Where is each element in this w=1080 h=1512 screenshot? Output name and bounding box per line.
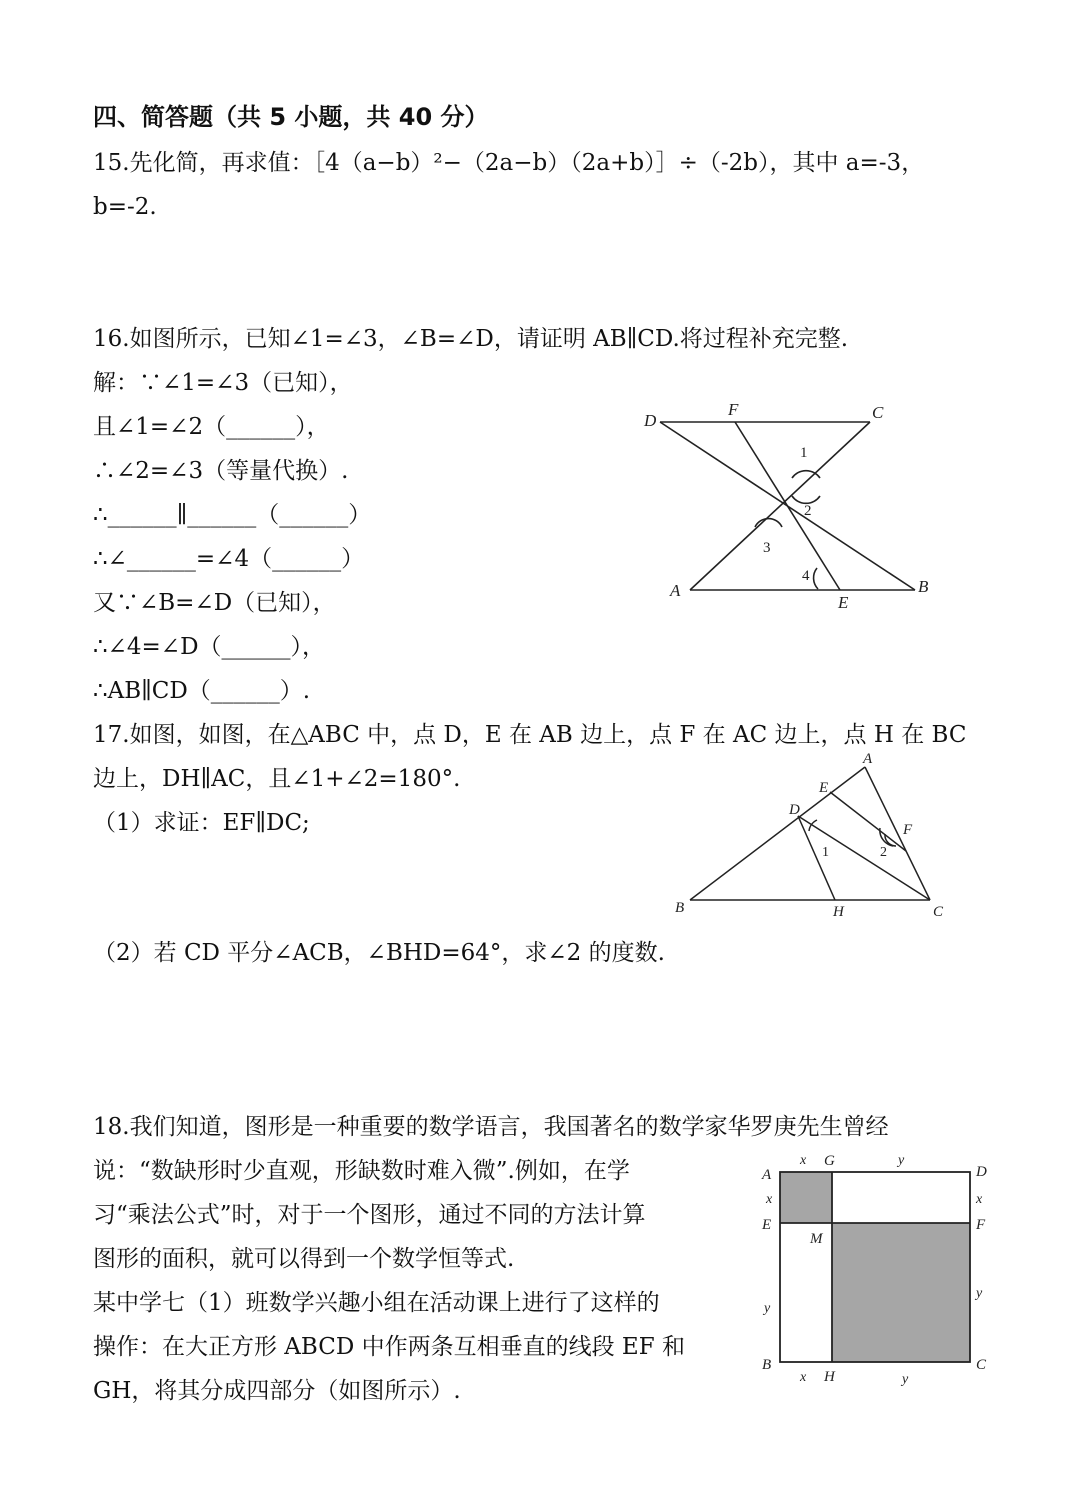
q18-shaded-square-large: [832, 1223, 970, 1362]
q17-line-1: 17.如图，如图，在△ABC 中，点 D，E 在 AB 边上，点 F 在 AC 边上，点 H 在 BC: [93, 722, 967, 748]
q17-label-A: A: [863, 751, 873, 767]
q16-label-E: E: [838, 593, 849, 612]
q16-prompt: 16.如图所示，已知∠1=∠3，∠B=∠D，请证明 AB∥CD.将过程补充完整.: [93, 326, 849, 352]
q16-label-F: F: [728, 400, 739, 419]
q17-angle-2: 2: [880, 845, 887, 860]
q18-label-M: M: [810, 1231, 823, 1247]
q18-line-4: 图形的面积，就可以得到一个数学恒等式.: [93, 1246, 515, 1272]
q18-line-7: GH，将其分成四部分（如图所示）.: [93, 1378, 461, 1404]
q18-label-H: H: [824, 1369, 835, 1385]
q16-angle-4: 4: [802, 568, 810, 584]
q16-step-6: 又∵∠B=∠D（已知），: [93, 590, 336, 616]
q16-angle-3: 3: [763, 540, 771, 556]
q17-label-C: C: [933, 904, 944, 920]
q16-step-8: ∴AB∥CD（______）.: [93, 678, 311, 704]
q18-dim-top-y: y: [898, 1153, 905, 1168]
q17-part-1: （1）求证：EF∥DC;: [93, 810, 310, 836]
q17-label-B: B: [675, 900, 685, 916]
q16-angle-1: 1: [800, 445, 808, 461]
q18-label-F: F: [976, 1217, 986, 1233]
q16-label-D: D: [644, 411, 657, 430]
q16-step-4: ∴______∥______（______）: [93, 502, 372, 528]
q18-line-5: 某中学七（1）班数学兴趣小组在活动课上进行了这样的: [93, 1290, 660, 1316]
q16-label-C: C: [872, 403, 884, 422]
q18-label-A: A: [762, 1167, 772, 1183]
q18-label-B: B: [762, 1357, 772, 1373]
q18-line-1: 18.我们知道，图形是一种重要的数学语言，我国著名的数学家华罗庚先生曾经: [93, 1114, 889, 1140]
q18-dim-right-x: x: [976, 1192, 983, 1207]
q16-step-5: ∴∠______=∠4（______）: [93, 546, 365, 572]
q15-line-2: b=-2.: [93, 194, 157, 220]
q15-line-1: 15.先化简，再求值：［4（a−b）²−（2a−b）（2a+b）］÷（-2b），其中 a=-3，: [93, 150, 925, 176]
q16-figure: [630, 395, 950, 615]
q16-angle-2: 2: [804, 503, 812, 519]
q17-line-2: 边上，DH∥AC，且∠1+∠2=180°.: [93, 766, 461, 792]
q18-shaded-square-small: [780, 1172, 832, 1223]
q18-line-2: 说：“数缺形时少直观，形缺数时难入微”.例如，在学: [93, 1158, 630, 1184]
q18-dim-right-y: y: [976, 1286, 983, 1301]
q16-step-1: 解：∵∠1=∠3（已知），: [93, 370, 353, 396]
q18-dim-top-x: x: [800, 1153, 807, 1168]
q18-dim-bottom-y: y: [902, 1372, 909, 1387]
section-heading: 四、简答题（共 5 小题，共 40 分）: [93, 103, 489, 131]
q17-label-F: F: [903, 822, 913, 838]
q18-line-6: 操作：在大正方形 ABCD 中作两条互相垂直的线段 EF 和: [93, 1334, 685, 1360]
q18-label-D: D: [976, 1164, 987, 1180]
q18-label-E: E: [762, 1217, 772, 1233]
q16-label-B: B: [918, 577, 929, 596]
q17-angle-1: 1: [822, 845, 829, 860]
q16-step-3: ∴∠2=∠3（等量代换）.: [93, 458, 349, 484]
q18-dim-left-x: x: [766, 1192, 773, 1207]
q18-figure: [750, 1145, 1000, 1395]
q16-step-7: ∴∠4=∠D（______），: [93, 634, 326, 660]
q17-figure: [665, 750, 965, 930]
q18-label-C: C: [976, 1357, 987, 1373]
q17-label-D: D: [789, 802, 800, 818]
q18-line-3: 习“乘法公式”时，对于一个图形，通过不同的方法计算: [93, 1202, 646, 1228]
q17-label-H: H: [833, 904, 844, 920]
q16-label-A: A: [670, 581, 681, 600]
q17-label-E: E: [819, 780, 829, 796]
q17-part-2: （2）若 CD 平分∠ACB，∠BHD=64°，求∠2 的度数.: [93, 940, 665, 966]
q16-step-2: 且∠1=∠2（______），: [93, 414, 330, 440]
q18-dim-left-y: y: [764, 1301, 771, 1316]
q18-label-G: G: [824, 1153, 835, 1169]
q18-dim-bottom-x: x: [800, 1370, 807, 1385]
